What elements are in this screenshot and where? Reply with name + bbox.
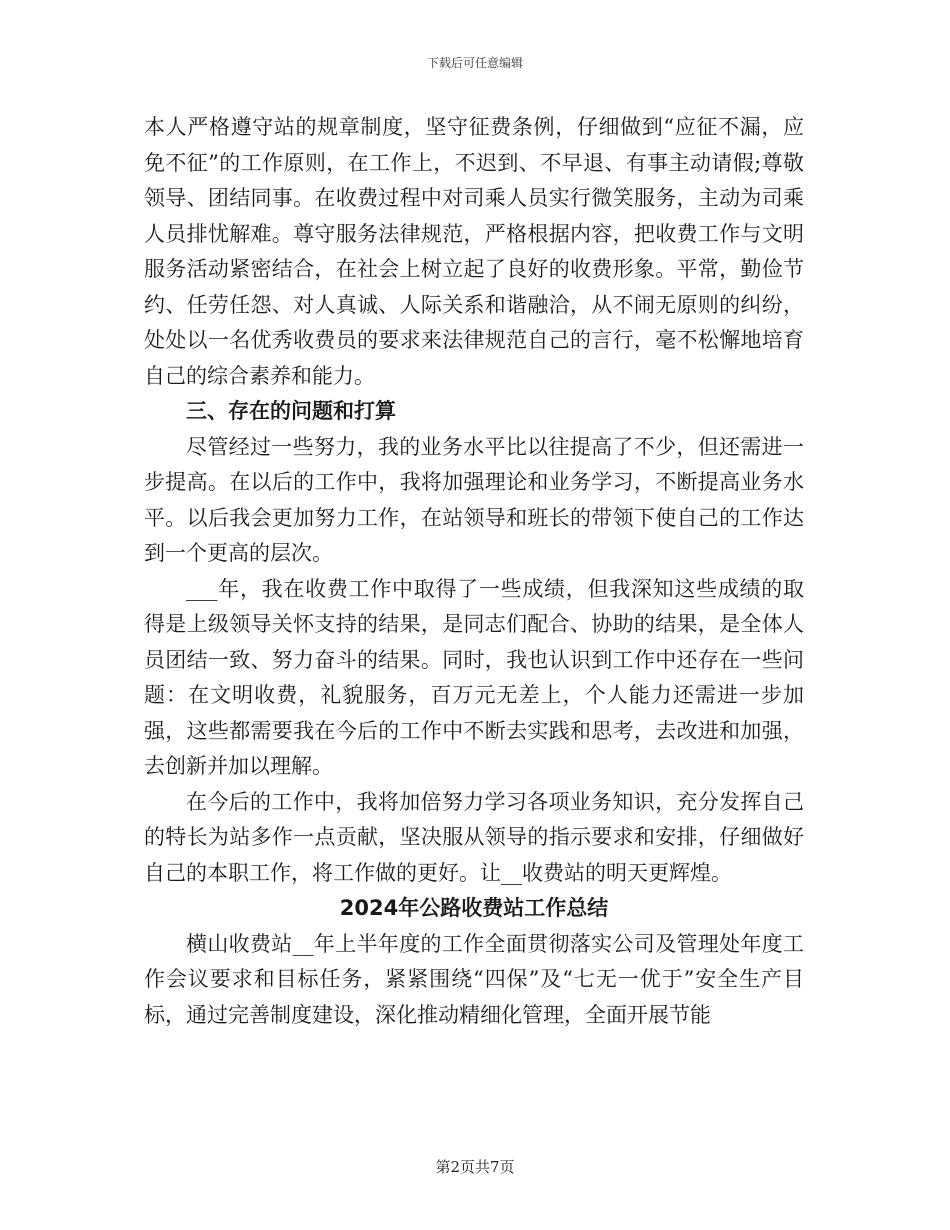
document-body: [144, 110, 804, 1033]
paragraph-achievements: ___年，我在收费工作中取得了一些成绩，但我深知这些成绩的取得是上级领导关怀支持的结果，是同志们配合、协助的结果，是全体人员团结一致、努力奋斗的结果。同时，我也认识到工作中还存在一些问题：在文明收费，礼貌服务，百万元无差上，个人能力还需进一步加强，这些都需要我在今后的工作中不断去实践和思考，去改进和加强，去创新并加以理解。: [144, 576, 804, 778]
paragraph-future-work: 在今后的工作中，我将加倍努力学习各项业务知识，充分发挥自己的特长为站多作一点贡献，坚决服从领导的指示要求和安排，仔细做好自己的本职工作，将工作做的更好。让__收费站的明天更辉煌。: [144, 789, 804, 885]
paragraph-hengshan-summary: 横山收费站__年上半年度的工作全面贯彻落实公司及管理处年度工作会议要求和目标任务，紧紧围绕“四保”及“七无一优于”安全生产目标，通过完善制度建设，深化推动精细化管理，全面开展节能: [144, 931, 804, 1027]
document-title: 2024年公路收费站工作总结: [339, 896, 609, 920]
page-header: 下载后可任意编辑: [426, 56, 523, 70]
page-number: 第2页共7页: [435, 1158, 515, 1176]
section-heading-problems-plans: 三、存在的问题和打算: [186, 399, 396, 423]
paragraph-conduct: 本人严格遵守站的规章制度，坚守征费条例，仔细做到“应征不漏，应免不征”的工作原则，在工作上，不迟到、不早退、有事主动请假;尊敬领导、团结同事。在收费过程中对司乘人员实行微笑服务，主动为司乘人员排忧解难。尊守服务法律规范，严格根据内容，把收费工作与文明服务活动紧密结合，在社会上树立起了良好的收费形象。平常，勤俭节约、任劳任怨、对人真诚、人际关系和谐融洽，从不闹无原则的纠纷，处处以一名优秀收费员的要求来法律规范自己的言行，毫不松懈地培育自己的综合素养和能力。: [144, 115, 804, 388]
paragraph-improvement: 尽管经过一些努力，我的业务水平比以往提高了不少，但还需进一步提高。在以后的工作中，我将加强理论和业务学习，不断提高业务水平。以后我会更加努力工作，在站领导和班长的带领下使自己的工作达到一个更高的层次。: [144, 434, 804, 565]
